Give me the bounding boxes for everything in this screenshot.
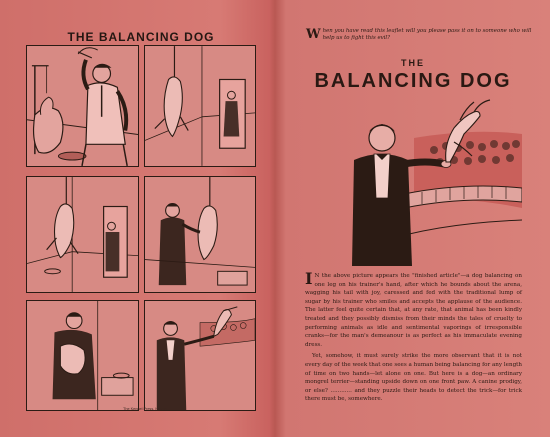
body-paragraph-1 [305,269,522,349]
body-text [305,269,522,407]
pass-on-note [306,28,532,42]
body-paragraph-2: Yet, somehow, it must surely strike the more observant that it is not every day of the week that one sees a human being balancing for any length of time on two hands—let alone on one. But here is a dog—an ordinary mongrel terrier—standing upside down on one front paw. A canine prodigy, or else? ............ and they puzzle their heads to detect the trick—for trick there must be, somewhere. [305,353,522,403]
panel-trainer-with-hanging-dog [144,176,256,293]
panel-trainer-holding-dog [26,300,139,411]
illustration-dog-hung-door [27,177,138,292]
left-page-title: THE BALANCING DOG [67,30,215,44]
note-dropcap: W [306,27,321,42]
body-paragraph-1-text: N the above picture appears the "finished article"—a dog balancing on one leg on his trainer's hand, after which he bounds about the arena, wagging his tail with joy, caressed and fed with the traditional lump of sugar by his trainer who smiles and accepts the applause of the audience. The latter feel quite certain that, at any rate, that animal has been kindly treated and they possibly dismiss from their minds the tales of cruelty to performing animals as idle and sentimental vaporings of irresponsible cranks—for the man's demeanour is as perfect as his immaculate evening dress. [305,273,522,348]
illustration-trainer-whipping [27,46,138,166]
illustration-trainer-hanging-dog [145,177,255,292]
body-dropcap: I [305,269,313,288]
illustration-trainer-holding-dog [27,301,138,410]
illustration-balancing-dog-arena [304,98,522,266]
right-page [282,10,544,430]
illustration-dog-hung [145,46,255,166]
left-page [10,10,272,430]
illustration-trainer-balancing-dog [145,301,255,410]
note-text: hen you have read this leaflet will you please pass it on to someone who will help us to fight this evil? [322,28,532,41]
panel-trainer-whipping-dog [26,45,139,167]
panel-trainer-balancing-dog [144,300,256,411]
printer-credit: The Kennel Press, Hitchin [123,407,167,411]
panel-dog-hung-by-hind-leg [144,45,256,167]
hero-illustration [304,98,522,266]
main-title: BALANCING DOG [314,70,512,92]
title-the: THE [401,58,425,68]
panel-dog-hung-trainer-at-door [26,176,139,293]
